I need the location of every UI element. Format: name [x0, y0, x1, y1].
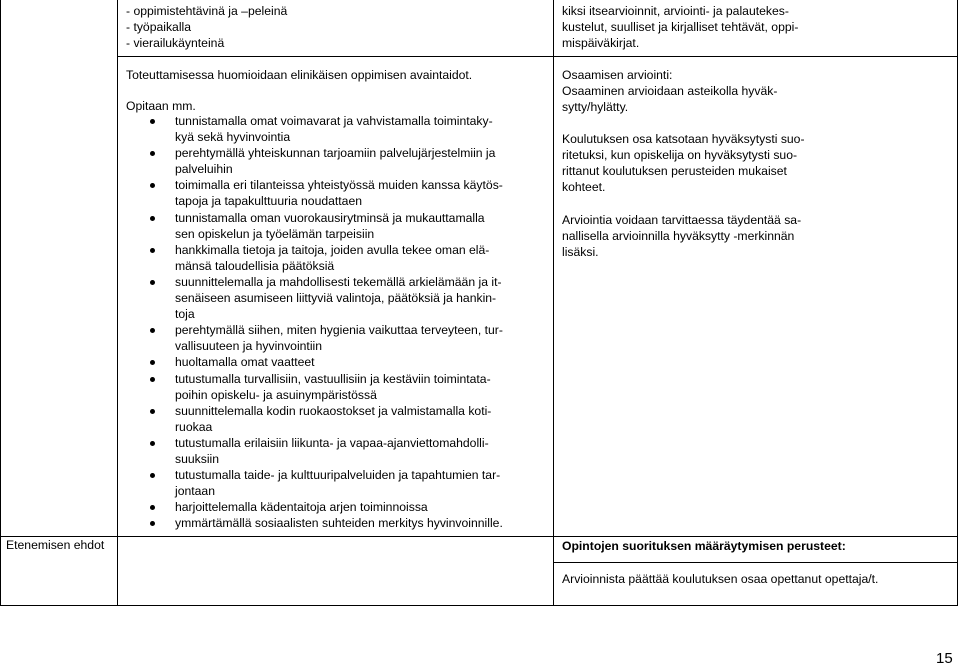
bullet-icon [150, 409, 155, 414]
list-item: hankkimalla tietoja ja taitoja, joiden avulla tekee oman elä- mänsä taloudellisia päätöksiä [150, 242, 550, 274]
list-item: toimimalla eri tilanteissa yhteistyössä muiden kanssa käytös- tapoja ja tapakulttuuria noudattaen [150, 177, 550, 209]
list-item: perehtymällä siihen, miten hygienia vaikuttaa terveyteen, tur- vallisuuteen ja hyvinvointiin [150, 322, 550, 354]
list-item: tutustumalla turvallisiin, vastuullisiin ja kestäviin toimintata- poihin opiskelu- ja asuinympäristössä [150, 371, 550, 403]
col2-opitaan: Opitaan mm. [126, 99, 196, 113]
completion-paragraph: Koulutuksen osa katsotaan hyväksytysti suo- ritetuksi, kun opiskelija on hyväksytysti suo- rittanut koulutuksen perusteiden mukaiset kohteet. [562, 132, 805, 195]
list-item: tunnistamalla omat voimavarat ja vahvistamalla toimintaky- kyä sekä hyvinvointia [150, 113, 550, 145]
assessment-paragraph: Osaamisen arviointi: Osaaminen arvioidaan asteikolla hyväk- sytty/hylätty. [562, 68, 778, 115]
col2-top-line: - vierailukäynteinä [126, 36, 225, 51]
table-border-left [0, 0, 1, 606]
bullet-icon [150, 505, 155, 510]
list-item: suunnittelemalla ja mahdollisesti tekemällä arkielämään ja it- senäiseen asumiseen liittyviä valintoja, päätöksiä ja hankin- toja [150, 274, 550, 322]
col2-intro: Toteuttamisessa huomioidaan elinikäisen oppimisen avaintaidot. [126, 68, 473, 82]
supplement-paragraph: Arviointia voidaan tarvittaessa täydentää sa- nallisella arvioinnilla hyväksytty -merkinnän lisäksi. [562, 213, 802, 260]
bullet-icon [150, 119, 155, 124]
decision-text: Arvioinnista päättää koulutuksen osaa opettanut opettaja/t. [562, 572, 879, 586]
row-divider-top [117, 56, 958, 57]
learning-bullet-list [150, 113, 550, 531]
list-item: tutustumalla taide- ja kulttuuripalveluiden ja tapahtumien tar- jontaan [150, 467, 550, 499]
bullet-icon [150, 473, 155, 478]
bullet-icon [150, 441, 155, 446]
list-item: perehtymällä yhteiskunnan tarjoamiin palvelujärjestelmiin ja palveluihin [150, 145, 550, 177]
list-item: tutustumalla erilaisiin liikunta- ja vapaa-ajanviettomahdolli- suuksiin [150, 435, 550, 467]
table-border-right [957, 0, 958, 606]
bullet-icon [150, 183, 155, 188]
col3-top-lines: kiksi itsearvioinnit, arviointi- ja palautekes- kustelut, suulliset ja kirjalliset tehtävät, oppi- mispäiväkirjat. [562, 4, 799, 51]
bullet-icon [150, 151, 155, 156]
bullet-icon [150, 216, 155, 221]
col2-top-line: - työpaikalla [126, 20, 192, 35]
bullet-icon [150, 248, 155, 253]
col2-top-lines [126, 3, 287, 51]
section-heading: Opintojen suorituksen määräytymisen perusteet: [562, 539, 846, 553]
bullet-icon [150, 280, 155, 285]
row-divider-middle [0, 536, 958, 537]
bullet-icon [150, 360, 155, 365]
bullet-icon [150, 521, 155, 526]
list-item: ymmärtämällä sosiaalisten suhteiden merkitys hyvinvoinnille. [150, 515, 550, 531]
list-item: tunnistamalla oman vuorokausirytminsä ja mukauttamalla sen opiskelun ja työelämän tarpeisiin [150, 210, 550, 242]
list-item: huoltamalla omat vaatteet [150, 354, 550, 370]
column-divider-2 [553, 0, 554, 606]
list-item: suunnittelemalla kodin ruokaostokset ja valmistamalla koti- ruokaa [150, 403, 550, 435]
row-label-etenemisen-ehdot: Etenemisen ehdot [6, 538, 105, 552]
table-border-bottom [0, 605, 958, 606]
row-divider-heading [553, 562, 958, 563]
col2-top-line: - oppimistehtävinä ja –peleinä [126, 4, 288, 18]
column-divider-1 [117, 0, 118, 606]
page-number: 15 [936, 650, 953, 667]
bullet-icon [150, 328, 155, 333]
bullet-icon [150, 377, 155, 382]
list-item: harjoittelemalla kädentaitoja arjen toiminnoissa [150, 499, 550, 515]
